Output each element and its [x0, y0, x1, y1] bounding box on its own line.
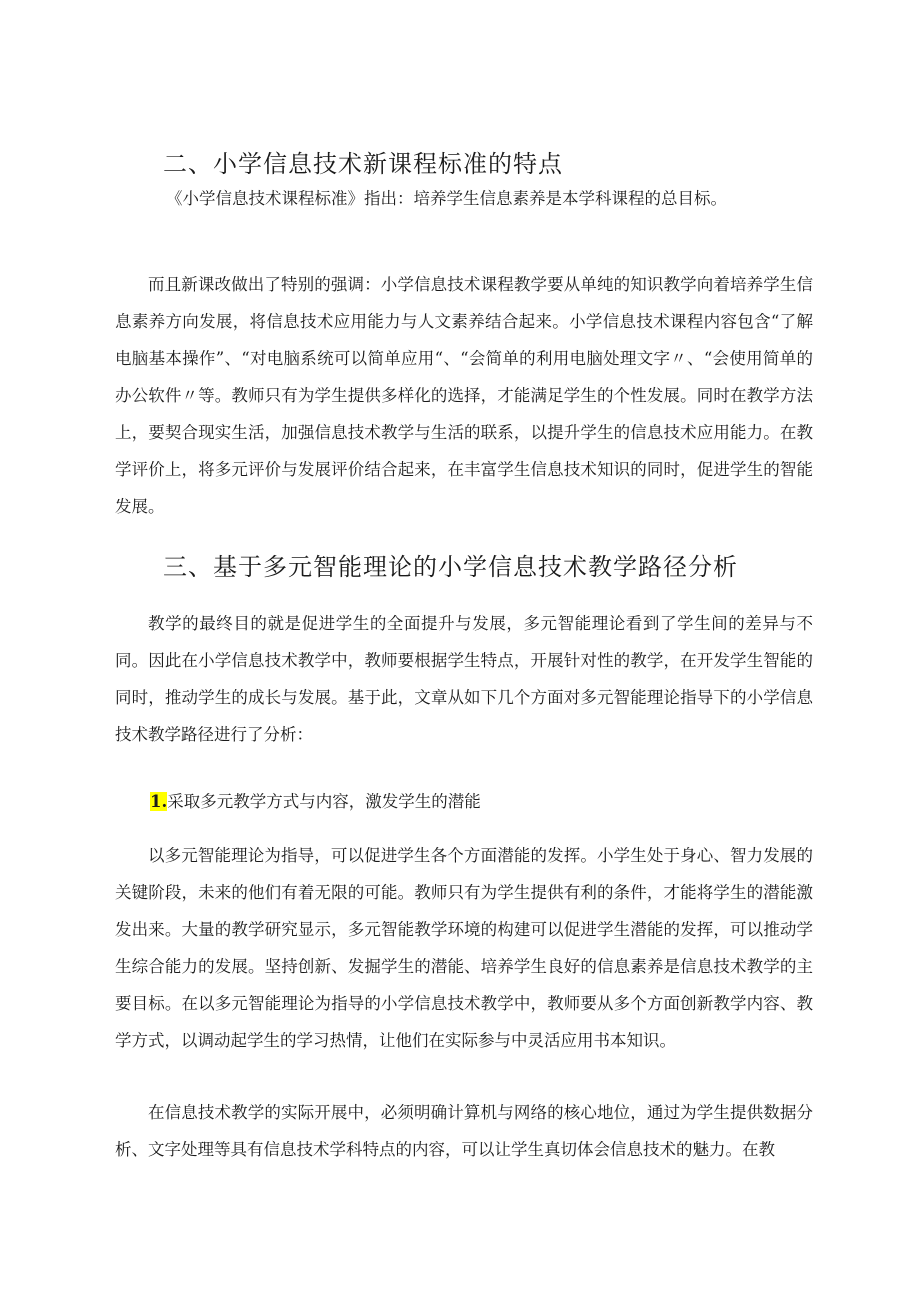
section-2-paragraph-1: 而且新课改做出了特别的强调：小学信息技术课程教学要从单纯的知识教学向着培养学生信息素养方向发展，将信息技术应用能力与人文素养结合起来。小学信息技术课程内容包含“了解电脑基本操作”、“对电脑系统可以简单应用“、“会简单的利用电脑处理文字〃、“会使用简单的办公软件〃等。教师只有为学生提供多样化的选择，才能满足学生的个性发展。同时在教学方法上，要契合现实生活，加强信息技术教学与生活的联系，以提升学生的信息技术应用能力。在教学评价上，将多元评价与发展评价结合起来，在丰富学生信息技术知识的同时，促进学生的智能发展。 [115, 275, 813, 516]
section-3-paragraph-1: 教学的最终目的就是促进学生的全面提升与发展，多元智能理论看到了学生间的差异与不同。因此在小学信息技术教学中，教师要根据学生特点，开展针对性的教学，在开发学生智能的同时，推动学生的成长与发展。基于此，文章从如下几个方面对多元智能理论指导下的小学信息技术教学路径进行了分析： [115, 614, 813, 744]
section-3-paragraph-2: 以多元智能理论为指导，可以促进学生各个方面潜能的发挥。小学生处于身心、智力发展的关键阶段，未来的他们有着无限的可能。教师只有为学生提供有利的条件，才能将学生的潜能激发出来。大量的教学研究显示，多元智能教学环境的构建可以促进学生潜能的发挥，可以推动学生综合能力的发展。坚持创新、发掘学生的潜能、培养学生良好的信息素养是信息技术教学的主要目标。在以多元智能理论为指导的小学信息技术教学中，教师要从多个方面创新教学内容、教学方式，以调动起学生的学习热情，让他们在实际参与中灵活应用书本知识。 [115, 846, 813, 1050]
subheading-1 [150, 788, 481, 816]
section-2-heading: 二、小学信息技术新课程标准的特点 [163, 150, 563, 178]
subheading-1-title: 采取多元教学方式与内容，激发学生的潜能 [167, 792, 481, 811]
section-2-intro: 《小学信息技术课程标准》指出：培养学生信息素养是本学科课程的总目标。 [166, 189, 727, 208]
subheading-1-number-highlight: 1. [150, 792, 168, 811]
section-3-heading: 三、基于多元智能理论的小学信息技术教学路径分析 [163, 553, 738, 581]
section-3-paragraph-3: 在信息技术教学的实际开展中，必须明确计算机与网络的核心地位，通过为学生提供数据分析、文字处理等具有信息技术学科特点的内容，可以让学生真切体会信息技术的魅力。在教 [115, 1103, 813, 1159]
